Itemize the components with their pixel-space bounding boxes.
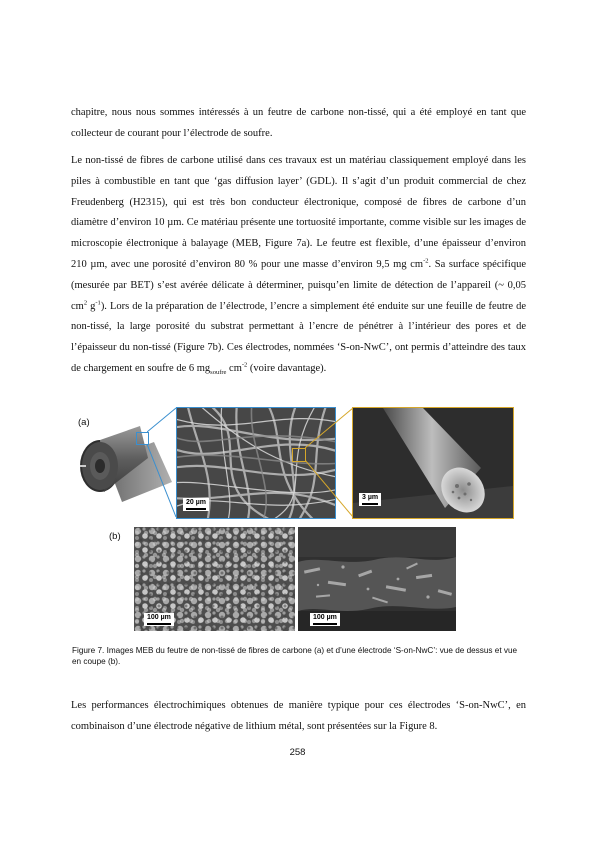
zoom-selector-gold — [292, 448, 306, 462]
single-fiber-sem-image — [352, 407, 514, 519]
electrode-cross-section-sem-image — [298, 527, 456, 631]
zoom-connector-gold — [305, 407, 355, 519]
electrode-top-view-sem-image — [134, 527, 295, 631]
scale-bar-line — [362, 503, 378, 505]
scale-bar-3um — [359, 493, 381, 506]
paragraph-text: g — [87, 300, 96, 312]
superscript: -1 — [95, 299, 101, 307]
paragraph-performance: Les performances électrochimiques obtenues de manière typique pour ces électrodes ‘S-on-NwC’, en combinaison d’une électrode négative de lithium métal, sont présentées sur la Figure 8. — [71, 700, 526, 732]
superscript: -2 — [423, 257, 429, 265]
paragraph-text: Le non-tissé de fibres de carbone utilisé dans ces travaux est un matériau classiquement employé dans les piles à combustible en tant que ‘gas diffusion layer’ (GDL). Il s’agit d’un produit commercial de chez Freudenberg (H2315), qui est très bon conducteur électronique, composé de fibres de carbone d’un diamètre d’environ 10 µm. Ce matériau présente une tortuosité importante, comme visible sur les images de microscopie électronique à balayage (MEB, Figure 7a). Le feutre est flexible, d’une épaisseur d’environ 210 µm, avec une porosité d’environ 80 % pour une masse d’environ 9,5 mg cm — [71, 155, 526, 270]
superscript: -2 — [241, 361, 248, 369]
scale-bar-100um-top — [144, 613, 174, 626]
superscript: 2 — [83, 299, 88, 307]
scale-bar-label: 3 µm — [362, 494, 379, 501]
scale-bar-100um-section — [310, 613, 340, 626]
figure-label-b: (b) — [109, 531, 121, 542]
scale-bar-line — [313, 623, 337, 625]
paragraph-text: ). Lors de la préparation de l’électrode, l’encre a simplement été enduite sur une feuille de feutre de non-tissé, la large porosité du substrat permettant à l’encre de pénétrer à l’intérieur des pores et de l’épaisseur du non-tissé (Figure 7b). Ces électrodes, nommées ‘S-on-NwC’, ont permis d’atteindre des taux de chargement en soufre de 6 mg — [71, 300, 526, 374]
zoom-connector-blue — [147, 407, 177, 519]
paragraph-text: cm — [226, 362, 242, 374]
scale-bar-line — [147, 623, 171, 625]
scale-bar-20um — [183, 498, 209, 511]
subscript: soufre — [210, 369, 227, 377]
paragraph-text: . Sa surface spécifique (mesurée par BET) s’est avérée délicate à déterminer, puisqu’en limite de détection de l’appareil (~ 0,05 cm — [71, 258, 526, 312]
scale-bar-label: 100 µm — [313, 614, 337, 621]
scale-bar-label: 100 µm — [147, 614, 171, 621]
figure-label-a: (a) — [78, 417, 90, 428]
paragraph-intro: chapitre, nous nous sommes intéressés à un feutre de carbone non-tissé, qui a été employé en tant que collecteur de courant pour l’électrode de soufre. — [71, 107, 526, 139]
page-number: 258 — [289, 747, 306, 758]
figure-caption: Figure 7. Images MEB du feutre de non-tissé de fibres de carbone (a) et d’une électrode ‘S-on-NwC’: vue de dessus et vue en coupe (b). — [72, 646, 518, 666]
paragraph-text: (voire davantage). — [247, 362, 327, 374]
scale-bar-line — [186, 508, 206, 510]
scale-bar-label: 20 µm — [186, 499, 206, 506]
paragraph-materials — [71, 151, 526, 380]
